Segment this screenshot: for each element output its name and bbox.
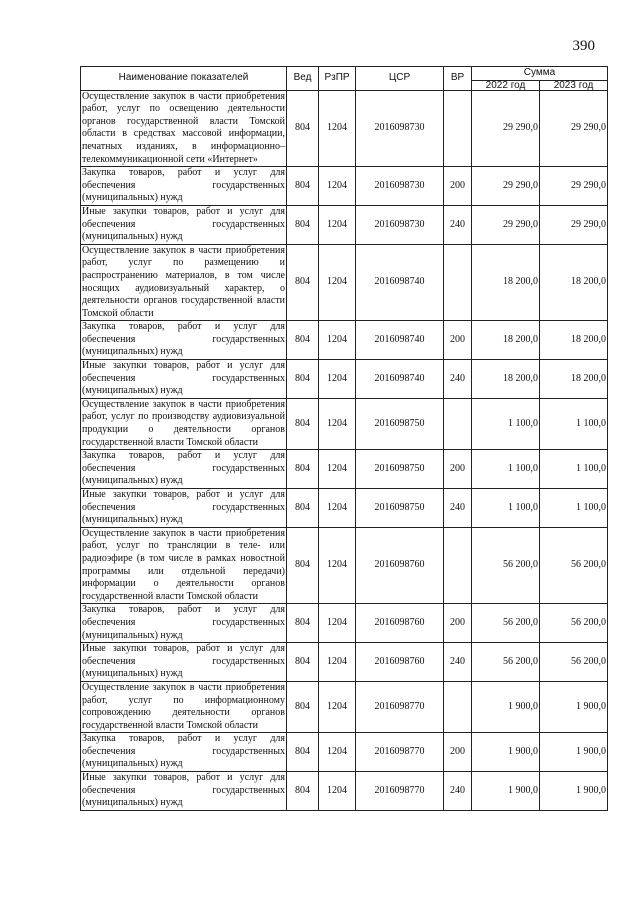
cell-vr: 200 xyxy=(444,450,472,489)
cell-csr: 2016098760 xyxy=(356,604,444,643)
cell-sum-2022: 1 100,0 xyxy=(472,489,540,528)
table-row xyxy=(81,772,608,811)
cell-name: Осуществление закупок в части приобретения работ, услуг по трансляции в теле- или радиоэфире (в том числе в рамках новостной программы или отдельной передачи) информации о деятельности органов государственной власти Томской области xyxy=(81,527,287,604)
table-row xyxy=(81,604,608,643)
cell-vr: 200 xyxy=(444,733,472,772)
page-number: 390 xyxy=(572,38,595,54)
cell-csr: 2016098750 xyxy=(356,450,444,489)
table-row xyxy=(81,450,608,489)
cell-sum-2022: 29 290,0 xyxy=(472,90,540,167)
cell-csr: 2016098730 xyxy=(356,90,444,167)
cell-ved: 804 xyxy=(287,205,319,244)
cell-sum-2022: 29 290,0 xyxy=(472,167,540,206)
cell-rzpr: 1204 xyxy=(319,450,356,489)
cell-sum-2022: 18 200,0 xyxy=(472,321,540,360)
cell-sum-2022: 18 200,0 xyxy=(472,244,540,321)
cell-sum-2023: 1 900,0 xyxy=(540,772,608,811)
cell-name: Закупка товаров, работ и услуг для обеспечения государственных (муниципальных) нужд xyxy=(81,604,287,643)
cell-sum-2023: 56 200,0 xyxy=(540,604,608,643)
table-row xyxy=(81,205,608,244)
cell-name: Закупка товаров, работ и услуг для обеспечения государственных (муниципальных) нужд xyxy=(81,167,287,206)
cell-vr xyxy=(444,527,472,604)
cell-ved: 804 xyxy=(287,360,319,399)
cell-sum-2023: 29 290,0 xyxy=(540,167,608,206)
table-row xyxy=(81,167,608,206)
cell-sum-2022: 1 900,0 xyxy=(472,772,540,811)
cell-sum-2023: 56 200,0 xyxy=(540,527,608,604)
cell-rzpr: 1204 xyxy=(319,733,356,772)
header-rzpr: РзПР xyxy=(319,67,356,91)
cell-sum-2023: 1 100,0 xyxy=(540,398,608,449)
cell-csr: 2016098750 xyxy=(356,398,444,449)
cell-name: Иные закупки товаров, работ и услуг для обеспечения государственных (муниципальных) нужд xyxy=(81,772,287,811)
cell-name: Иные закупки товаров, работ и услуг для обеспечения государственных (муниципальных) нужд xyxy=(81,360,287,399)
header-csr: ЦСР xyxy=(356,67,444,91)
table-row xyxy=(81,360,608,399)
cell-vr xyxy=(444,244,472,321)
cell-name: Иные закупки товаров, работ и услуг для обеспечения государственных (муниципальных) нужд xyxy=(81,643,287,682)
table-row xyxy=(81,733,608,772)
cell-vr xyxy=(444,398,472,449)
cell-vr: 240 xyxy=(444,205,472,244)
table-body xyxy=(81,90,608,810)
table-row xyxy=(81,643,608,682)
cell-csr: 2016098740 xyxy=(356,321,444,360)
header-name: Наименование показателей xyxy=(81,67,287,91)
cell-name: Иные закупки товаров, работ и услуг для обеспечения государственных (муниципальных) нужд xyxy=(81,205,287,244)
cell-sum-2022: 56 200,0 xyxy=(472,643,540,682)
cell-rzpr: 1204 xyxy=(319,772,356,811)
cell-csr: 2016098770 xyxy=(356,772,444,811)
cell-rzpr: 1204 xyxy=(319,681,356,732)
cell-rzpr: 1204 xyxy=(319,90,356,167)
cell-csr: 2016098760 xyxy=(356,527,444,604)
cell-name: Осуществление закупок в части приобретения работ, услуг по информационному сопровождению деятельности органов государственной власти Томской области xyxy=(81,681,287,732)
cell-name: Осуществление закупок в части приобретения работ, услуг по производству аудиовизуальной продукции о деятельности органов государственной власти Томской области xyxy=(81,398,287,449)
cell-sum-2023: 1 100,0 xyxy=(540,489,608,528)
cell-sum-2023: 1 900,0 xyxy=(540,681,608,732)
cell-sum-2022: 56 200,0 xyxy=(472,604,540,643)
cell-sum-2023: 1 100,0 xyxy=(540,450,608,489)
table-header xyxy=(81,67,608,91)
table-row xyxy=(81,489,608,528)
table-row xyxy=(81,527,608,604)
cell-name: Иные закупки товаров, работ и услуг для обеспечения государственных (муниципальных) нужд xyxy=(81,489,287,528)
cell-vr: 240 xyxy=(444,643,472,682)
header-year-2023: 2023 год xyxy=(540,80,608,90)
cell-sum-2022: 29 290,0 xyxy=(472,205,540,244)
cell-sum-2022: 1 100,0 xyxy=(472,398,540,449)
table-row xyxy=(81,244,608,321)
cell-name: Осуществление закупок в части приобретения работ, услуг по освещению деятельности органов государственной власти Томской области в средствах массовой информации, печатных изданиях, в информационно–телекоммуникационной сети «Интернет» xyxy=(81,90,287,167)
cell-sum-2022: 1 900,0 xyxy=(472,681,540,732)
cell-csr: 2016098770 xyxy=(356,733,444,772)
cell-vr: 240 xyxy=(444,360,472,399)
cell-name: Осуществление закупок в части приобретения работ, услуг по размещению и распространению материалов, в том числе носящих аудиовизуальный характер, о деятельности органов государственной власти Томской области xyxy=(81,244,287,321)
cell-rzpr: 1204 xyxy=(319,205,356,244)
cell-ved: 804 xyxy=(287,244,319,321)
cell-ved: 804 xyxy=(287,450,319,489)
cell-ved: 804 xyxy=(287,643,319,682)
cell-csr: 2016098730 xyxy=(356,205,444,244)
cell-ved: 804 xyxy=(287,90,319,167)
cell-ved: 804 xyxy=(287,772,319,811)
cell-sum-2022: 18 200,0 xyxy=(472,360,540,399)
table-row xyxy=(81,90,608,167)
table-row xyxy=(81,321,608,360)
cell-rzpr: 1204 xyxy=(319,321,356,360)
cell-ved: 804 xyxy=(287,398,319,449)
cell-ved: 804 xyxy=(287,681,319,732)
cell-name: Закупка товаров, работ и услуг для обеспечения государственных (муниципальных) нужд xyxy=(81,733,287,772)
cell-rzpr: 1204 xyxy=(319,643,356,682)
cell-vr: 200 xyxy=(444,167,472,206)
cell-csr: 2016098740 xyxy=(356,360,444,399)
cell-csr: 2016098760 xyxy=(356,643,444,682)
cell-ved: 804 xyxy=(287,733,319,772)
cell-vr: 200 xyxy=(444,604,472,643)
cell-sum-2023: 18 200,0 xyxy=(540,244,608,321)
cell-rzpr: 1204 xyxy=(319,527,356,604)
header-vr: ВР xyxy=(444,67,472,91)
cell-sum-2023: 18 200,0 xyxy=(540,321,608,360)
cell-csr: 2016098770 xyxy=(356,681,444,732)
budget-table xyxy=(80,66,608,811)
cell-rzpr: 1204 xyxy=(319,244,356,321)
cell-vr: 240 xyxy=(444,489,472,528)
table-row xyxy=(81,681,608,732)
cell-ved: 804 xyxy=(287,167,319,206)
cell-sum-2023: 18 200,0 xyxy=(540,360,608,399)
cell-sum-2022: 56 200,0 xyxy=(472,527,540,604)
cell-rzpr: 1204 xyxy=(319,604,356,643)
cell-csr: 2016098740 xyxy=(356,244,444,321)
cell-sum-2023: 56 200,0 xyxy=(540,643,608,682)
cell-rzpr: 1204 xyxy=(319,489,356,528)
cell-ved: 804 xyxy=(287,604,319,643)
cell-rzpr: 1204 xyxy=(319,360,356,399)
cell-sum-2023: 29 290,0 xyxy=(540,205,608,244)
cell-rzpr: 1204 xyxy=(319,398,356,449)
cell-name: Закупка товаров, работ и услуг для обеспечения государственных (муниципальных) нужд xyxy=(81,321,287,360)
cell-vr xyxy=(444,90,472,167)
header-ved: Вед xyxy=(287,67,319,91)
table-row xyxy=(81,398,608,449)
cell-ved: 804 xyxy=(287,489,319,528)
cell-vr xyxy=(444,681,472,732)
cell-vr: 200 xyxy=(444,321,472,360)
cell-sum-2022: 1 100,0 xyxy=(472,450,540,489)
cell-rzpr: 1204 xyxy=(319,167,356,206)
cell-ved: 804 xyxy=(287,527,319,604)
header-year-2022: 2022 год xyxy=(472,80,540,90)
header-summa: Сумма xyxy=(472,67,608,81)
cell-csr: 2016098750 xyxy=(356,489,444,528)
cell-sum-2023: 29 290,0 xyxy=(540,90,608,167)
cell-sum-2022: 1 900,0 xyxy=(472,733,540,772)
cell-name: Закупка товаров, работ и услуг для обеспечения государственных (муниципальных) нужд xyxy=(81,450,287,489)
cell-ved: 804 xyxy=(287,321,319,360)
cell-sum-2023: 1 900,0 xyxy=(540,733,608,772)
cell-csr: 2016098730 xyxy=(356,167,444,206)
cell-vr: 240 xyxy=(444,772,472,811)
